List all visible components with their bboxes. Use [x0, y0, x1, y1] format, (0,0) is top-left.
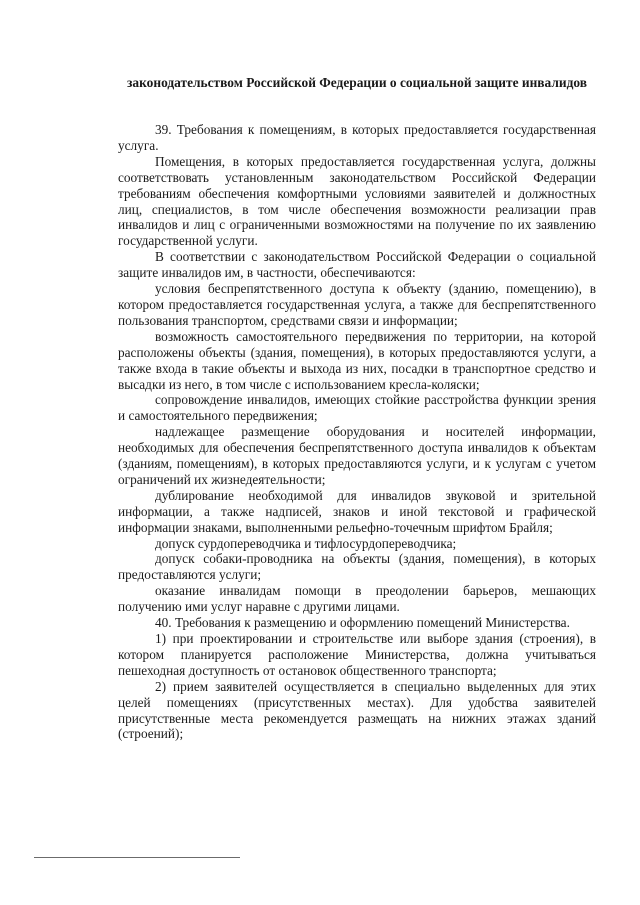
- list-item: условия беспрепятственного доступа к объекту (зданию, помещению), в котором предоставляется государственная услуга, а также для беспрепятственного пользования транспортом, средствами связи и информации;: [118, 281, 596, 328]
- numbered-item: 2) прием заявителей осуществляется в специально выделенных для этих целей помещениях (присутственных местах). Для удобства заявителей присутственные места рекомендуется размещать на нижних этажах зданий (строений);: [118, 678, 596, 742]
- numbered-item: 1) при проектировании и строительстве или выборе здания (строения), в котором планируется расположение Министерства, должна учитываться пешеходная доступность от остановок общественного транспорта;: [118, 631, 596, 678]
- list-item: сопровождение инвалидов, имеющих стойкие расстройства функции зрения и самостоятельного передвижения;: [118, 392, 596, 424]
- section-heading: законодательством Российской Федерации о социальной защите инвалидов: [127, 75, 587, 90]
- footer-divider: [34, 857, 240, 858]
- paragraph-40-title: 40. Требования к размещению и оформлению помещений Министерства.: [155, 615, 570, 631]
- paragraph: В соответствии с законодательством Российской Федерации о социальной защите инвалидов им, в частности, обеспечиваются:: [118, 249, 596, 281]
- list-item: дублирование необходимой для инвалидов звуковой и зрительной информации, а также надписей, знаков и иной текстовой и графической информации знаками, выполненными рельефно-точечным шрифтом Брайля;: [118, 487, 596, 535]
- list-item: допуск сурдопереводчика и тифлосурдопереводчика;: [155, 535, 457, 551]
- list-item: допуск собаки-проводника на объекты (здания, помещения), в которых предоставляются услуги;: [118, 551, 596, 583]
- document-body: [118, 122, 596, 742]
- paragraph-39-title: 39. Требования к помещениям, в которых предоставляется государственная услуга.: [118, 122, 596, 153]
- paragraph: Помещения, в которых предоставляется государственная услуга, должны соответствовать установленным законодательством Российской Федерации требованиям обеспечения комфортными условиями заявителей и должностных лиц, специалистов, в том числе обеспечения возможности реализации прав инвалидов и лиц с ограниченными возможностями на получение по их заявлению государственной услуги.: [118, 153, 596, 249]
- list-item: возможность самостоятельного передвижения по территории, на которой расположены объекты (здания, помещения), в которых предоставляются услуги, а также входа в такие объекты и выхода из них, посадки в транспортное средство и высадки из него, в том числе с использованием кресла-коляски;: [118, 328, 596, 392]
- list-item: оказание инвалидам помощи в преодолении барьеров, мешающих получению ими услуг наравне с другими лицами.: [118, 583, 596, 615]
- list-item: надлежащее размещение оборудования и носителей информации, необходимых для обеспечения беспрепятственного доступа инвалидов к объектам (зданиям, помещениям), в которых предоставляются услуги, и к услугам с учетом ограничений их жизнедеятельности;: [118, 424, 596, 487]
